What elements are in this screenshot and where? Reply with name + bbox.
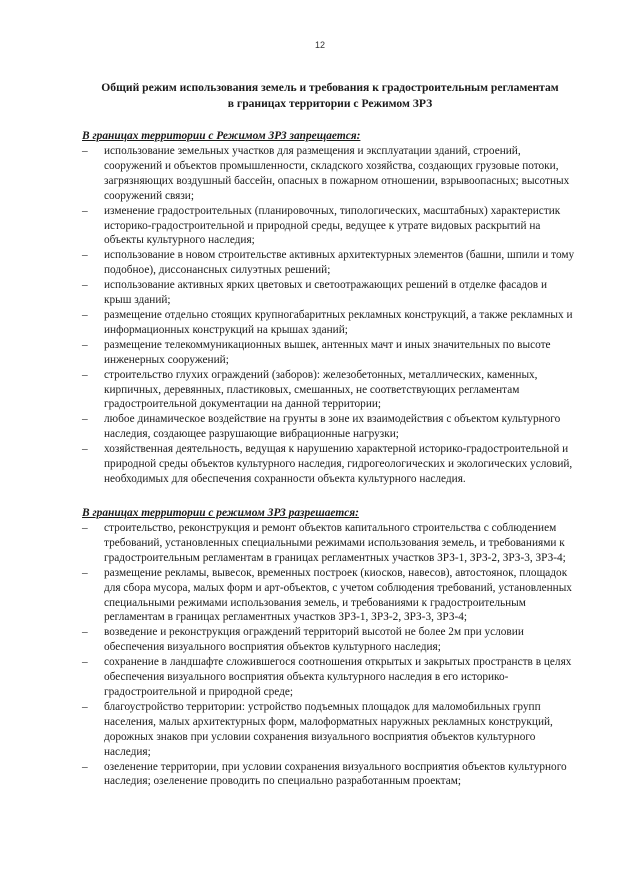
list-item: – возведение и реконструкция ограждений территорий высотой не более 2м при условии обеспечения визуального восприятия объектов культурного наследия; xyxy=(82,626,524,654)
list-item: – изменение градостроительных (планировочных, типологических, масштабных) характеристик историко-градостроительной и природной среды, ведущее к утрате видовых раскрытий на объекты культурного наследия; xyxy=(82,204,561,247)
page-number: 12 xyxy=(314,40,325,50)
list-item-text: размещение отдельно стоящих крупногабаритных рекламных конструкций, а также рекламных и информационных конструкций на крышах зданий; xyxy=(104,308,573,336)
list-item: – озеленение территории, при условии сохранения визуального восприятия объектов культурного наследия; озеленение проводить по специально разработанным проектам; xyxy=(82,760,567,788)
list-item-text: хозяйственная деятельность, ведущая к нарушению характерной историко-градостроительной и природной среды объектов культурного наследия, гидрогеологических и экологических условий, необходимых для обеспечения сохранности объекта культурного наследия. xyxy=(104,443,573,485)
list-item-text: строительство глухих ограждений (заборов): железобетонных, металлических, каменных, кирпичных, деревянных, пластиковых, смешанных, не соответствующих регламентам градостроительной документации на данной территории; xyxy=(104,368,538,411)
list-item: – строительство глухих ограждений (заборов): железобетонных, металлических, каменных, кирпичных, деревянных, пластиковых, смешанных, не соответствующих регламентам градостроительной документации на данной территории; xyxy=(82,368,538,411)
list-item: – размещение отдельно стоящих крупногабаритных рекламных конструкций, а также рекламных и информационных конструкций на крышах зданий; xyxy=(82,308,573,336)
list-item: – любое динамическое воздействие на грунты в зоне их взаимодействия с объектом культурного наследия, создающее разрушающие вибрационные нагрузки; xyxy=(82,413,561,441)
list-item: – размещение телекоммуникационных вышек, антенных мачт и иных значительных по высоте инженерных сооружений; xyxy=(82,338,551,366)
list-item-text: размещение рекламы, вывесок, временных построек (киосков, навесов), автостоянок, площадок для сбора мусора, малых форм и арт-объектов, с учетом соблюдения требований, установленных специальными режимами использования земель, и требованиями к градостроительным регламентам в границах регламентных участков ЗРЗ-1, ЗРЗ-2, ЗРЗ-3, ЗРЗ-4; xyxy=(104,566,572,624)
list-item-text: сохранение в ландшафте сложившегося соотношения открытых и закрытых пространств в целях обеспечения визуального восприятия объекта культурного наследия в его историко-градостроительной и природной среде; xyxy=(104,656,572,698)
list-item-text: изменение градостроительных (планировочных, типологических, масштабных) характеристик историко-градостроительной и природной среды, ведущее к утрате видовых раскрытий на объекты культурного наследия; xyxy=(104,204,561,247)
title-line-2: в границах территории с Режимом ЗРЗ xyxy=(227,97,433,110)
list-item: – размещение рекламы, вывесок, временных построек (киосков, навесов), автостоянок, площадок для сбора мусора, малых форм и арт-объектов, с учетом соблюдения требований, установленных специальными режимами использования земель, и требованиями к градостроительным регламентам в границах регламентных участков ЗРЗ-1, ЗРЗ-2, ЗРЗ-3, ЗРЗ-4; xyxy=(82,566,572,624)
page-title xyxy=(60,80,600,112)
allowed-heading: В границах территории с режимом ЗРЗ разрешается: xyxy=(82,507,359,519)
title-line-1: Общий режим использования земель и требования к градостроительным регламентам xyxy=(101,81,559,94)
list-item-text: использование активных ярких цветовых и светоотражающих решений в отделке фасадов и крыш зданий; xyxy=(104,279,547,307)
prohibited-heading: В границах территории с Режимом ЗРЗ запрещается: xyxy=(82,130,361,142)
list-item: – строительство, реконструкция и ремонт объектов капитального строительства с соблюдением требований, установленных специальными режимами использования земель, и требованиями к градостроительным регламентам в границах регламентных участков ЗРЗ-1, ЗРЗ-2, ЗРЗ-3, ЗРЗ-4; xyxy=(82,522,566,564)
list-item-text: использование в новом строительстве активных архитектурных элементов (башни, шпили и тому подобное), диссонансных силуэтных решений; xyxy=(104,249,575,277)
list-item-text: благоустройство территории: устройство подъемных площадок для маломобильных групп населения, малых архитектурных форм, малоформатных наружных рекламных конструкций, дорожных знаков при условии сохранения визуального восприятия объектов культурного наследия; xyxy=(104,700,553,758)
list-item: – благоустройство территории: устройство подъемных площадок для маломобильных групп населения, малых архитектурных форм, малоформатных наружных рекламных конструкций, дорожных знаков при условии сохранения визуального восприятия объектов культурного наследия; xyxy=(82,700,553,758)
list-item: – сохранение в ландшафте сложившегося соотношения открытых и закрытых пространств в целях обеспечения визуального восприятия объекта культурного наследия в его историко-градостроительной и природной среде; xyxy=(82,656,572,698)
prohibited-list xyxy=(82,144,576,487)
list-item-text: строительство, реконструкция и ремонт объектов капитального строительства с соблюдением требований, установленных специальными режимами использования земель, и требованиями к градостроительным регламентам в границах регламентных участков ЗРЗ-1, ЗРЗ-2, ЗРЗ-3, ЗРЗ-4; xyxy=(104,522,566,564)
list-item: – использование в новом строительстве активных архитектурных элементов (башни, шпили и тому подобное), диссонансных силуэтных решений; xyxy=(82,249,575,277)
list-item: – хозяйственная деятельность, ведущая к нарушению характерной историко-градостроительной и природной среды объектов культурного наследия, гидрогеологических и экологических условий, необходимых для обеспечения сохранности объекта культурного наследия. xyxy=(82,443,573,485)
list-item-text: использование земельных участков для размещения и эксплуатации зданий, строений, сооружений и объектов промышленности, складского хозяйства, создающих грузовые потоки, загрязняющих воздушный бассейн, опасных в пожарном отношении, взрывоопасных; высотных сооружений связи; xyxy=(104,145,570,202)
list-item-text: озеленение территории, при условии сохранения визуального восприятия объектов культурного наследия; озеленение проводить по специально разработанным проектам; xyxy=(104,760,567,788)
list-item: – использование земельных участков для размещения и эксплуатации зданий, строений, сооружений и объектов промышленности, складского хозяйства, создающих грузовые потоки, загрязняющих воздушный бассейн, опасных в пожарном отношении, взрывоопасных; высотных сооружений связи; xyxy=(82,145,570,202)
list-item: – использование активных ярких цветовых и светоотражающих решений в отделке фасадов и крыш зданий; xyxy=(82,279,547,307)
list-item-text: возведение и реконструкция ограждений территорий высотой не более 2м при условии обеспечения визуального восприятия объектов культурного наследия; xyxy=(104,626,524,654)
list-item-text: любое динамическое воздействие на грунты в зоне их взаимодействия с объектом культурного наследия, создающее разрушающие вибрационные нагрузки; xyxy=(104,413,561,441)
allowed-list xyxy=(82,521,576,789)
list-item-text: размещение телекоммуникационных вышек, антенных мачт и иных значительных по высоте инженерных сооружений; xyxy=(104,338,551,366)
